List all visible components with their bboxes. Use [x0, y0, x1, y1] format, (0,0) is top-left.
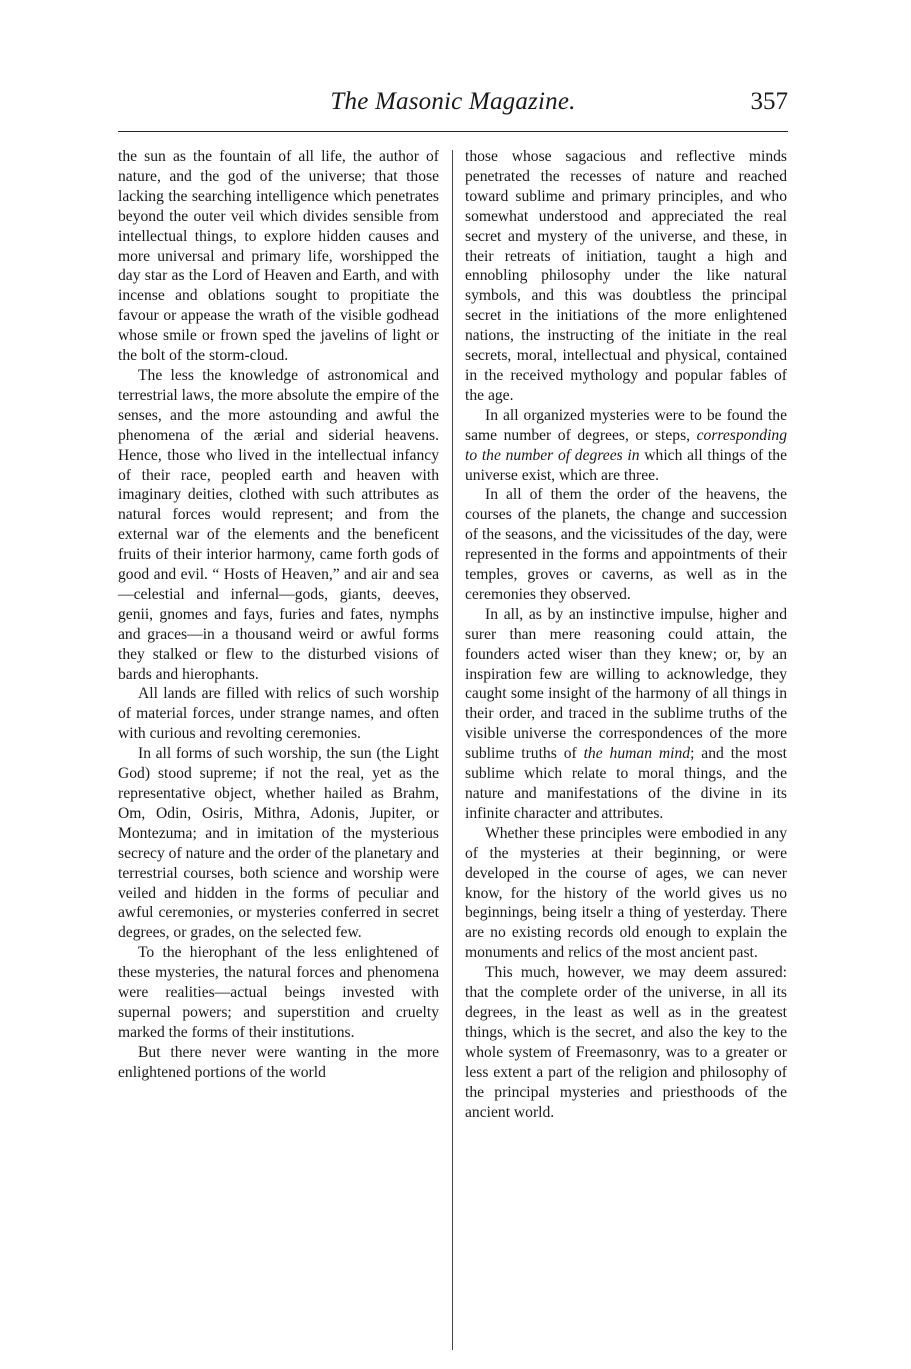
text-run: those whose sagacious and reflective minds penetrated the recesses of nature and reached toward sublime and primary principles, and who somewhat understood and appreciated the real secret and mystery of the universe, and these, in their retreats of initiation, taught a high and ennobling philosophy under the like natural symbols, and this was doubtless the principal secret in the initiations of the more enlightened nations, the instructing of the initiate in the real secrets, moral, intellectual and physical, contained in the received mythology and popular fables of the age. — [465, 148, 787, 404]
text-run: the sun as the fountain of all life, the author of nature, and the god of the universe; that those lacking the searching intelligence which penetrates beyond the outer veil which divides sensible from intellectual things, to explore hidden causes and more universal and primary life, worshipped the day star as the Lord of Heaven and Earth, and with incense and oblations sought to propitiate the favour or appease the wrath of the visible godhead whose smile or frown sped the javelins of light or the bolt of the storm-cloud. — [118, 148, 439, 365]
paragraph — [118, 744, 439, 943]
text-run: The less the knowledge of astronomical and terrestrial laws, the more absolute the empire of the senses, and the more astounding and awful the phenomena of the ærial and siderial heavens. Hence, those who lived in the intellectual infancy of their race, peopled earth and heaven with imaginary deities, clothed with such attributes as natural forces would represent; and from the external war of the elements and the beneficent fruits of their interior harmony, came forth gods of good and evil. “ Hosts of Heaven,” and air and sea —celestial and infernal—gods, giants, deeves, genii, gnomes and fays, furies and fates, nymphs and graces—in a thousand weird or awful forms they stalked or flew to the disturbed visions of bards and hierophants. — [118, 366, 439, 683]
text-run: ; and the most sublime which relate to moral things, and the nature and manifestations of the divine in its infinite character and attributes. — [465, 745, 787, 822]
paragraph — [118, 943, 439, 1043]
text-run: In all, as by an instinctive impulse, higher and surer than mere reasoning could attain, the founders acted wiser than they knew; or, by an inspiration few are willing to acknowledge, they caught some insight of the harmony of all things in their order, and traced in the sublime truths of the visible universe the correspondences of the more sublime truths of — [465, 605, 787, 763]
paragraph — [465, 147, 787, 406]
italic-text: corresponding to the number of degrees in — [465, 426, 787, 464]
text-run: This much, however, we may deem assured: that the complete order of the universe, in all its degrees, in the least as well as in the greatest things, which is the secret, and also the key to the whole system of Freemasonry, was to a greater or less extent a part of the religion and philosophy of the principal mysteries and priesthoods of the ancient world. — [465, 964, 787, 1121]
paragraph — [118, 147, 439, 366]
paragraph — [118, 366, 439, 685]
paragraph — [465, 824, 787, 963]
left-column — [118, 147, 439, 1083]
right-column — [465, 147, 787, 1122]
text-run: All lands are filled with relics of such worship of material forces, under strange names, and often with curious and revolting ceremonies. — [118, 685, 439, 743]
paragraph — [118, 684, 439, 744]
page-number: 357 — [750, 88, 788, 115]
text-run: which all things of the universe exist, which are three. — [465, 446, 787, 484]
italic-text: the human mind — [583, 745, 691, 763]
column-rule — [452, 150, 453, 1350]
text-run: In all of them the order of the heavens, the courses of the planets, the change and succession of the seasons, and the vicissitudes of the day, were represented in the forms and appointments of their temples, groves or caverns, as well as in the ceremonies they observed. — [465, 486, 787, 603]
header-rule — [118, 131, 788, 132]
running-title: The Masonic Magazine. — [330, 88, 576, 115]
text-run: In all organized mysteries were to be found the same number of degrees, or steps, — [465, 406, 787, 444]
paragraph — [465, 485, 787, 604]
paragraph — [465, 605, 787, 824]
text-run: To the hierophant of the less enlightened of these mysteries, the natural forces and phenomena were realities—actual beings invested with supernal powers; and superstition and cruelty marked the forms of their institutions. — [118, 944, 439, 1041]
text-run: But there never were wanting in the more enlightened portions of the world — [118, 1043, 439, 1081]
paragraph — [465, 963, 787, 1122]
paragraph — [465, 406, 787, 486]
paragraph — [118, 1043, 439, 1083]
running-header — [118, 88, 788, 128]
text-run: In all forms of such worship, the sun (the Light God) stood supreme; if not the real, yet as the representative object, whether hailed as Brahm, Om, Odin, Osiris, Mithra, Adonis, Jupiter, or Montezuma; and in imitation of the mysterious secrecy of nature and the order of the planetary and terrestrial courses, both science and worship were veiled and hidden in the forms of peculiar and awful ceremonies, or mysteries conferred in secret degrees, or grades, on the selected few. — [118, 745, 439, 942]
text-run: Whether these principles were embodied in any of the mysteries at their beginning, or were developed in the course of ages, we can never know, for the history of the world gives us no beginnings, being itselr a thing of yesterday. There are no existing records old enough to explain the monuments and relics of the most ancient past. — [465, 824, 787, 962]
